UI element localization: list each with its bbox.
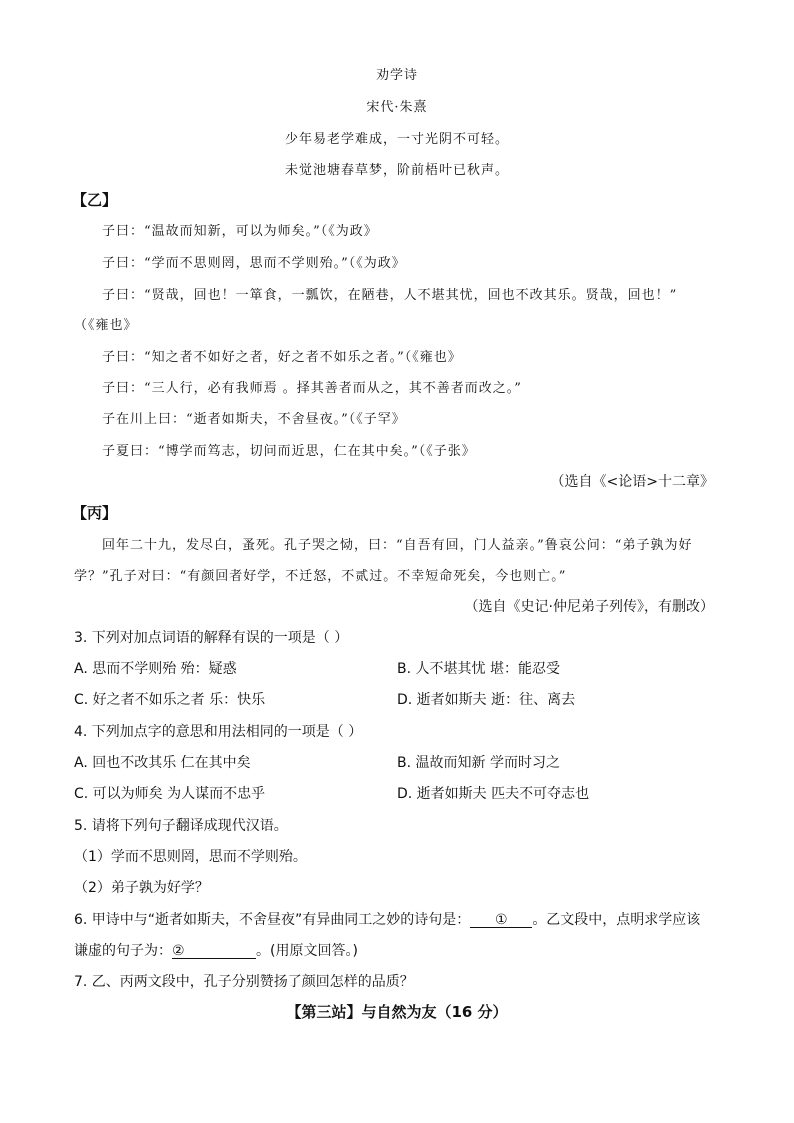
section-yi-heading: 【乙】	[72, 191, 118, 209]
poem-title: 劝学诗	[375, 68, 418, 83]
question-4-option-d: D. 逝者如斯夫 匹夫不可夺志也	[397, 786, 590, 802]
answer-blank-1[interactable]: ①	[470, 913, 532, 928]
section-bing-heading: 【丙】	[72, 504, 118, 522]
question-4-option-a: A. 回也不改其乐 仁在其中矣	[74, 755, 251, 771]
question-7-stem: 7. 乙、丙两文段中，孔子分别赞扬了颜回怎样的品质？	[74, 974, 414, 990]
question-6-text-3: 谦虚的句子为：	[74, 943, 172, 959]
yi-sentence-7: 子夏曰：“博学而笃志，切问而近思，仁在其中矣。”（《子张》	[102, 444, 476, 459]
question-6-text-4: 。(用原文回答。)	[256, 943, 358, 959]
question-5-stem: 5. 请将下列句子翻译成现代汉语。	[74, 818, 288, 834]
poem-line-2: 未觉池塘春草梦，阶前梧叶已秋声。	[284, 163, 509, 178]
question-4-stem: 4. 下列加点字的意思和用法相同的一项是（ ）	[74, 724, 363, 740]
question-5-sentence-1: （1）学而不思则罔，思而不学则殆。	[74, 849, 307, 865]
poem-line-1: 少年易老学难成，一寸光阴不可轻。	[284, 132, 509, 147]
answer-blank-2[interactable]: ②	[172, 944, 256, 959]
question-3-option-a: A. 思而不学则殆 殆：疑惑	[74, 661, 237, 677]
yi-sentence-5: 子曰：“三人行，必有我师焉 。择其善者而从之，其不善者而改之。”	[102, 381, 522, 396]
yi-sentence-1: 子曰：“温故而知新，可以为师矣。”（《为政》	[102, 224, 378, 239]
question-6-line-1	[74, 913, 700, 928]
question-4-option-b: B. 温故而知新 学而时习之	[397, 755, 560, 771]
question-3-option-d: D. 逝者如斯夫 逝：往、离去	[397, 692, 576, 708]
bing-paragraph-line-2: 学？”孔子对曰：“有颜回者好学，不迁怒，不贰过。不幸短命死矣，今也则亡。”	[74, 569, 567, 584]
poem-author: 宋代·朱熹	[366, 100, 428, 115]
question-4-option-c: C. 可以为师矣 为人谋而不忠乎	[74, 786, 266, 802]
bing-source: （选自《史记·仲尼弟子列传》，有删改）	[464, 599, 714, 615]
yi-sentence-2: 子曰：“学而不思则罔，思而不学则殆。”（《为政》	[102, 256, 406, 271]
yi-sentence-3: 子曰：“贤哉，回也！一箪食，一瓢饮，在陋巷，人不堪其忧，回也不改其乐。贤哉，回也！”	[102, 288, 678, 303]
question-6-text-2: 。乙文段中，点明求学应该	[532, 912, 701, 928]
question-3-option-c: C. 好之者不如乐之者 乐：快乐	[74, 692, 266, 708]
question-6-text-1: 6. 甲诗中与“逝者如斯夫，不舍昼夜”有异曲同工之妙的诗句是：	[74, 912, 471, 928]
yi-sentence-3-source: （《雍也》	[74, 318, 138, 333]
question-3-option-b: B. 人不堪其忧 堪：能忍受	[397, 661, 560, 677]
section-3-title: 【第三站】与自然为友（16 分）	[286, 1003, 508, 1021]
yi-sentence-4: 子曰：“知之者不如好之者，好之者不如乐之者。”（《雍也》	[102, 350, 462, 365]
yi-source: （选自《<论语>十二章》	[550, 474, 714, 490]
question-6-line-2	[74, 944, 358, 959]
yi-sentence-6: 子在川上曰：“逝者如斯夫，不舍昼夜。”（《子罕》	[102, 412, 406, 427]
question-5-sentence-2: （2）弟子孰为好学？	[74, 880, 209, 896]
question-3-stem: 3. 下列对加点词语的解释有误的一项是（ ）	[74, 630, 349, 646]
bing-paragraph-line-1: 回年二十九，发尽白，蚤死。孔子哭之恸，曰：“自吾有回，门人益亲。”鲁哀公问：“弟子孰为好	[102, 538, 693, 553]
